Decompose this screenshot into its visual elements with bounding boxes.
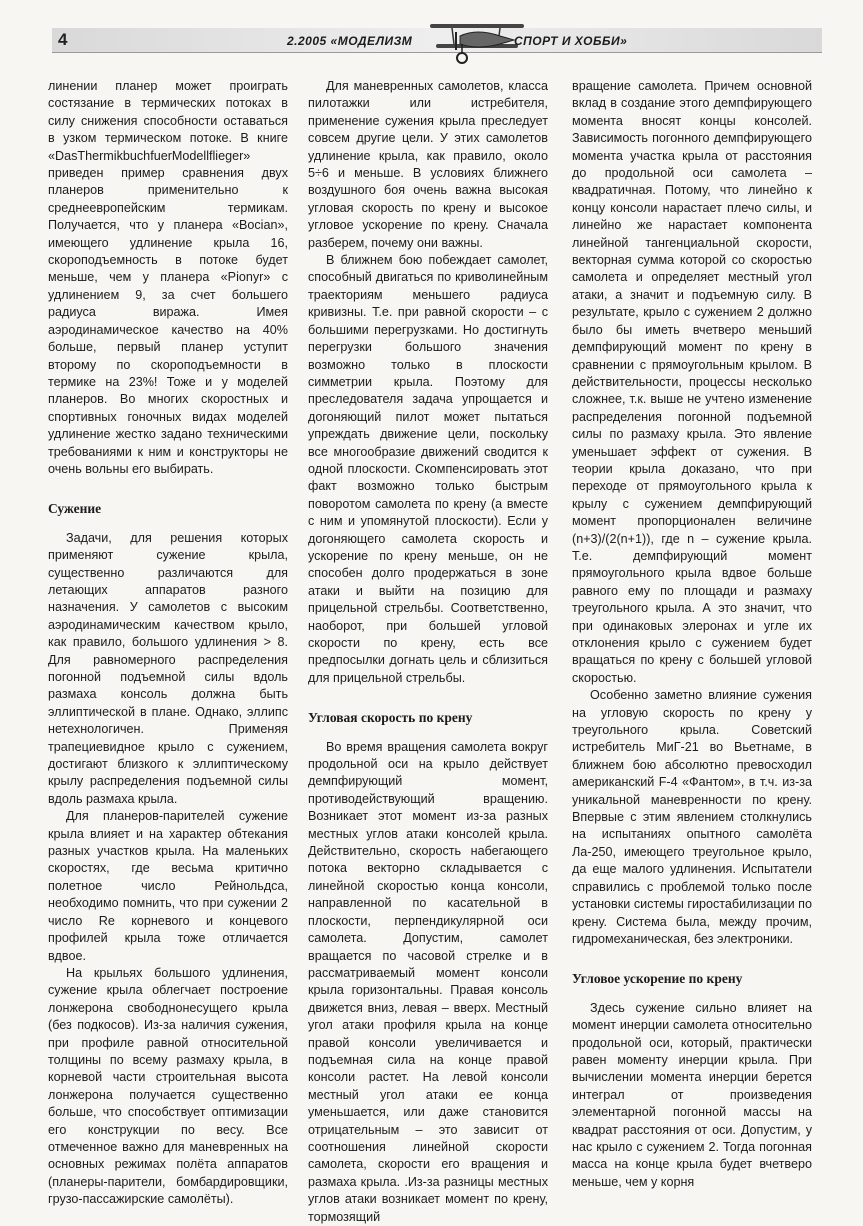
section-heading: Угловое ускорение по крену	[572, 971, 743, 987]
page-number: 4	[58, 30, 68, 49]
paragraph: На крыльях большого удлинения, сужение крыла облегчает построение лонжерона свободнонесущего крыла (без подкосов). Из-за наличия сужения, при профиле равной относительной толщины по всему размаху крыла, в корневой части строительная высота лонжерона получается существенно больше, что способствует оптимизации его конструкции по весу. Все отмеченное важно для маневренных на основных режимах полёта аппаратов (планеры-парители, бомбардировщики, грузо-пассажирские самолёты).	[48, 965, 288, 1207]
section-label: СПОРТ И ХОББИ»	[514, 34, 628, 48]
section-heading: Сужение	[48, 501, 102, 517]
paragraph: Здесь сужение сильно влияет на момент инерции самолета относительно продольной оси, который, практически равен моменту инерции крыла. При вычислении момента инерции берется интеграл от произведения элементарной погонной массы на квадрат расстояния от оси. Допустим, у нас крыло с сужением 2. Тогда погонная масса на конце крыла будет вчетверо меньше, чем у корня	[572, 1000, 812, 1189]
paragraph: линении планер может проиграть состязание в термических потоках в силу снижения способности оставаться в узком термическом потоке. В книге «DasThermikbuchfuerModellflieger» приведен пример сравнения двух планеров применительно к среднеевропейским термикам. Получается, что у планера «Bocian», имеющего удлинение крыла 16, скороподъемность в потоке будет меньше, чем у планера «Pionyr» с удлинением 9, за счет большего радиуса виража. Имея аэродинамическое качество на 40% больше, первый планер уступит второму по скороподъемности в термике на 23%! Тоже и у моделей планеров. Во многих скоростных и спортивных гоночных видах моделей удлинение жестко задано техническими требованиями к ним и конструкторы не очень вольны его выбирать.	[48, 79, 288, 476]
column-3	[572, 78, 812, 1191]
paragraph: Для планеров-парителей сужение крыла влияет и на характер обтекания разных участков крыла. На маленьких скоростях, где весьма критично полетное число Рейнольдса, необходимо помнить, что при сужении 2 число Re корневого и концевого профилей крыла тоже отличается вдвое.	[48, 809, 288, 963]
paragraph: вращение самолета. Причем основной вклад в создание этого демпфирующего момента вносят концы консолей. Зависимость погонного демпфирующего момента участка крыла от расстояния до продольной оси самолета – квадратичная. Потому, что линейно к концу консоли нарастает плечо силы, и линейно же нарастает компонента линейной тангенциальной скорости, векторная сумма которой со скоростью самолета и определяет местный угол атаки, а значит и подъемную силу. В результате, крыло с сужением 2 должно было бы иметь вчетверо меньший демпфирующий момент по крену в сравнении с прямоугольным крылом. В действительности, процессы несколько сложнее, т.к. выше не учтено изменение распределения погонной подъемной силы по размаху крыла. Это явление уменьшает эффект от сужения. В теории крыла доказано, что при переходе от прямоугольного крыла к крылу с сужением демпфирующий момент пропорционален величине (n+3)/(2(n+1)), где n – сужение крыла. Т.е. демпфирующий момент прямоугольного крыла вдвое больше равного ему по площади и размаху треугольного крыла. А это значит, что при одинаковых элеронах и угле их отклонения крыло с сужением будет вращаться по крену с большей угловой скоростью.	[572, 79, 812, 685]
paragraph: Задачи, для решения которых применяют сужение крыла, существенно различаются для летающих аппаратов разного назначения. У самолетов с высоким аэродинамическим качеством крыло, как правило, большого удлинения > 8. Для равномерного распределения погонной подъемной силы вдоль размаха консоль должна быть эллиптической в плане. Однако, эллипс нетехнологичен. Применяя трапециевидное крыло с сужением, достигают близкого к эллиптическому крылу распределения подъемной силы вдоль размаха крыла.	[48, 530, 288, 806]
paragraph: Во время вращения самолета вокруг продольной оси на крыло действует демпфирующий момент, противодействующий вращению. Возникает этот момент из-за разных местных углов атаки консолей крыла. Действительно, скорость набегающего потока векторно складывается с линейной скоростью конца консоли, направленной по касательной в плоскости, перпендикулярной оси самолета. Допустим, самолет вращается по часовой стрелке и в рассматриваемый момент консоли крыла горизонтальны. Правая консоль движется вниз, левая – вверх. Местный угол атаки профиля крыла на конце правой консоли увеличивается и подъемная сила на конце правой консоли растет. На левой консоли местный угол атаки ее конца уменьшается, или даже становится отрицательным – это зависит от соотношения линейной скорости самолета, скорости его вращения и размаха крыла. .Из-за разницы местных углов атаки возникает момент по крену, тормозящий	[308, 739, 548, 1224]
column-1	[48, 78, 288, 1209]
section-heading: Угловая скорость по крену	[308, 710, 473, 726]
column-2	[308, 78, 548, 1226]
page-header	[52, 28, 822, 54]
issue-label: 2.2005 «МОДЕЛИЗМ	[287, 34, 413, 48]
paragraph: Для маневренных самолетов, класса пилотажки или истребителя, применение сужения крыла преследует совсем другие цели. У этих самолетов удлинение крыла, как правило, около 5÷6 и меньше. В условиях ближнего воздушного боя очень важна высокая угловая скорость по крену и высокое угловое ускорение по крену. Сначала разберем, почему они важны.	[308, 79, 548, 250]
paragraph: Особенно заметно влияние сужения на угловую скорость по крену у треугольного крыла. Советский истребитель МиГ-21 во Вьетнаме, в ближнем бою абсолютно превосходил американский F-4 «Фантом», в т.ч. из-за уникальной маневренности по крену. Впервые с этим явлением столкнулись на испытаниях опытного самолёта Ла-250, имеющего треугольное крыло, да еще малого удлинения. Испытатели справились с проблемой только после установки системы гиростабилизации по крену. Система была, между прочим, гидромеханическая, без электроники.	[572, 688, 812, 946]
paragraph: В ближнем бою побеждает самолет, способный двигаться по криволинейным траекториям меньшего радиуса кривизны. Т.е. при равной скорости – с большими перегрузками. Но достигнуть перегрузки большого значения возможно только в плоскости симметрии крыла. Поэтому для преследователя задача упрощается и догоняющий пилот может пытаться упреждать движение цели, поскольку все многообразие движений сводится к одной плоскости. Скомпенсировать этот факт возможно только быстрым поворотом самолета по крену (а вместе с ним и упомянутой плоскости). Если у догоняющего самолета скорость и ускорение по крену меньше, он не способен долго продержаться в зоне атаки и выйти на позицию для прицельной стрельбы. Соответственно, наоборот, при большей угловой скорости по крену, есть все предпосылки догнать цель и сблизиться для прицельной стрельбы.	[308, 253, 548, 685]
